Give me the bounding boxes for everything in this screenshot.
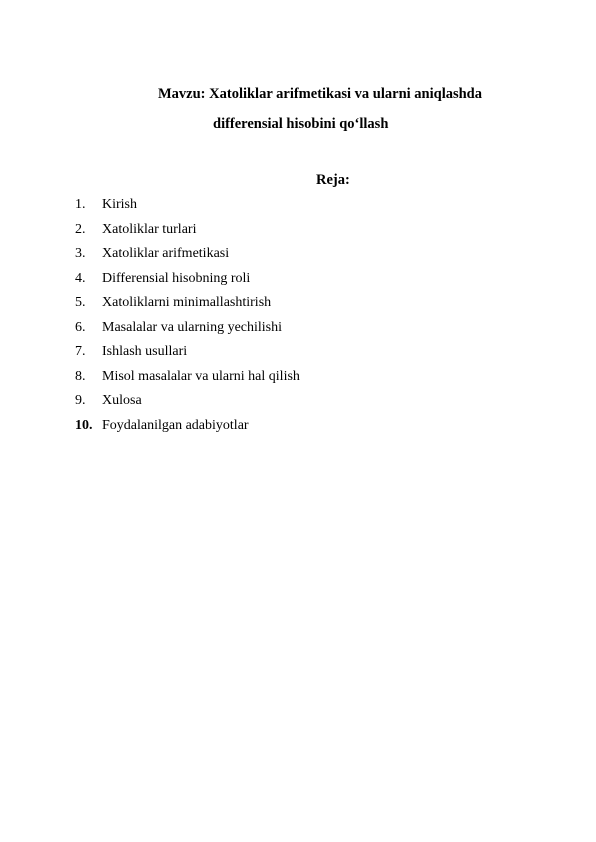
plan-item-text: Foydalanilgan adabiyotlar bbox=[102, 417, 249, 433]
plan-item-number: 2. bbox=[75, 221, 86, 237]
plan-item bbox=[75, 269, 300, 294]
plan-item-text: Xatoliklarni minimallashtirish bbox=[102, 295, 272, 310]
plan-item-number: 1. bbox=[75, 197, 86, 212]
plan-item-number: 3. bbox=[75, 246, 86, 261]
plan-item-number: 10. bbox=[75, 417, 93, 433]
plan-item bbox=[75, 195, 300, 220]
plan-item-text: Ishlash usullari bbox=[102, 344, 188, 359]
title-line-2: differensial hisobini qo‘llash bbox=[213, 116, 389, 132]
plan-item-text: Xulosa bbox=[102, 393, 142, 408]
plan-item-text: Kirish bbox=[102, 197, 137, 212]
plan-item bbox=[75, 244, 300, 269]
plan-item bbox=[75, 220, 300, 245]
plan-item-text: Differensial hisobning roli bbox=[102, 270, 251, 286]
plan-item-text: Xatoliklar turlari bbox=[102, 221, 197, 237]
plan-item-number: 6. bbox=[75, 319, 86, 335]
title-line-1: Mavzu: Xatoliklar arifmetikasi va ularni aniqlashda bbox=[158, 86, 482, 102]
plan-item-number: 9. bbox=[75, 393, 86, 408]
plan-item-number: 4. bbox=[75, 270, 86, 286]
plan-item bbox=[75, 391, 300, 416]
plan-item bbox=[75, 416, 300, 441]
plan-item bbox=[75, 367, 300, 392]
plan-heading: Reja: bbox=[316, 172, 350, 188]
plan-item-number: 5. bbox=[75, 295, 86, 310]
plan-item-text: Xatoliklar arifmetikasi bbox=[102, 246, 230, 261]
plan-list bbox=[75, 195, 300, 440]
plan-item-text: Masalalar va ularning yechilishi bbox=[102, 319, 282, 335]
plan-item-number: 8. bbox=[75, 368, 86, 384]
plan-item-text: Misol masalalar va ularni hal qilish bbox=[102, 368, 300, 384]
plan-item-number: 7. bbox=[75, 344, 86, 359]
plan-item bbox=[75, 293, 300, 318]
plan-item bbox=[75, 342, 300, 367]
plan-item bbox=[75, 318, 300, 343]
